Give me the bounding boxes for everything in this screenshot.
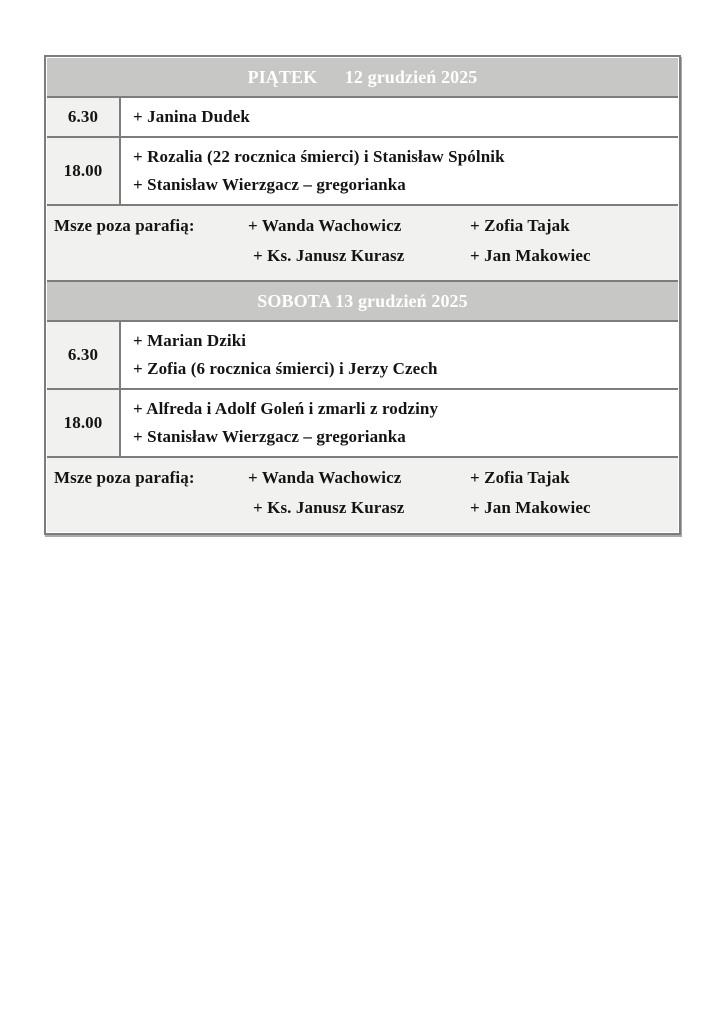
outside-parish-line [47,211,678,241]
mass-intentions-cell [121,138,678,204]
mass-row [47,390,678,458]
day-section-friday [47,58,678,282]
mass-schedule-table [44,55,681,535]
outside-parish-intention: + Zofia Tajak [470,216,570,235]
mass-time-cell: 18.00 [47,138,121,204]
mass-time-cell: 6.30 [47,98,121,136]
outside-parish-label-spacer [47,493,248,523]
outside-parish-intention: + Zofia Tajak [470,468,570,487]
outside-parish-intention: + Jan Makowiec [470,498,591,517]
outside-parish-line [47,463,678,493]
day-section-saturday [47,282,678,532]
outside-parish-intention: + Wanda Wachowicz [248,468,402,487]
outside-parish-intention: + Wanda Wachowicz [248,216,402,235]
intention-line: + Rozalia (22 rocznica śmierci) i Stanisław Spólnik [133,147,505,166]
mass-row [47,322,678,390]
intention-line: + Janina Dudek [133,107,250,126]
outside-parish-label: Msze poza parafią: [54,468,195,487]
outside-parish-row [47,458,678,532]
day-header-saturday: SOBOTA 13 grudzień 2025 [47,282,678,322]
outside-parish-intention: + Ks. Janusz Kurasz [253,498,405,517]
outside-parish-row [47,206,678,282]
intention-line: + Zofia (6 rocznica śmierci) i Jerzy Czech [133,359,438,378]
day-header-friday: PIĄTEK 12 grudzień 2025 [47,58,678,98]
outside-parish-line [47,241,678,271]
intention-line: + Marian Dziki [133,331,247,350]
intention-line: + Stanisław Wierzgacz – gregorianka [133,427,406,446]
outside-parish-label: Msze poza parafią: [54,216,195,235]
mass-intentions-cell [121,98,678,136]
mass-row [47,138,678,206]
outside-parish-intention: + Jan Makowiec [470,246,591,265]
outside-parish-intention: + Ks. Janusz Kurasz [253,246,405,265]
outside-parish-label-spacer [47,241,248,271]
mass-intentions-cell [121,322,678,388]
mass-time-cell: 18.00 [47,390,121,456]
outside-parish-line [47,493,678,523]
intention-line: + Stanisław Wierzgacz – gregorianka [133,175,406,194]
mass-time-cell: 6.30 [47,322,121,388]
mass-intentions-cell [121,390,678,456]
mass-row [47,98,678,138]
intention-line: + Alfreda i Adolf Goleń i zmarli z rodziny [133,399,439,418]
